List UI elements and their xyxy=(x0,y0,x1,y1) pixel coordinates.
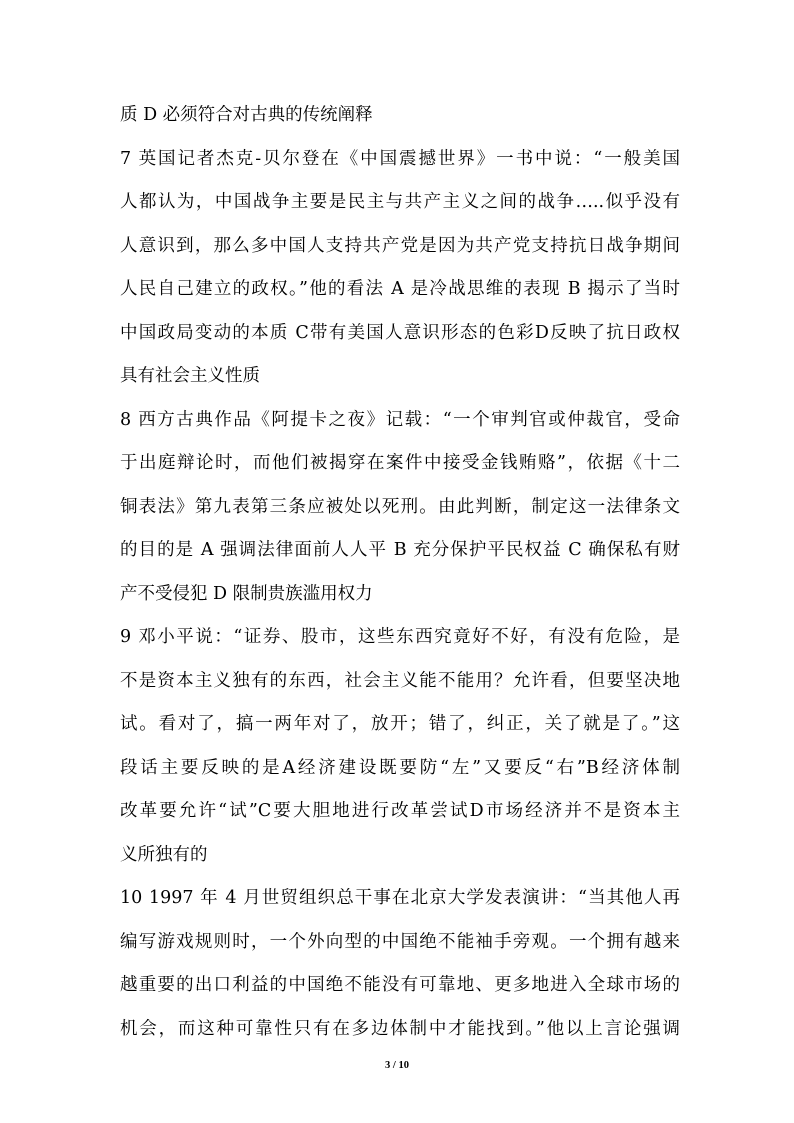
text-line: 10 1997 年 4 月世贸组织总干事在北京大学发表演讲：“当其他人再 xyxy=(120,888,680,908)
text-line: 义所独有的 xyxy=(120,845,208,865)
text-line: 9 邓小平说：“证券、股市，这些东西究竟好不好，有没有危险，是 xyxy=(120,627,680,647)
text-line: 人民自己建立的政权。”他的看法 A 是冷战思维的表现 B 揭示了当时 xyxy=(120,279,680,299)
text-line: 具有社会主义性质 xyxy=(120,366,260,386)
text-line: 编写游戏规则时，一个外向型的中国绝不能袖手旁观。一个拥有越来 xyxy=(120,932,680,952)
page-number: 3 / 10 xyxy=(385,1060,409,1071)
text-line: 于出庭辩论时，而他们被揭穿在案件中接受金钱贿赂”，依据《十二 xyxy=(120,453,680,473)
text-line: 的目的是 A 强调法律面前人人平 B 充分保护平民权益 C 确保私有财 xyxy=(120,540,680,560)
text-line: 中国政局变动的本质 C带有美国人意识形态的色彩D反映了抗日政权 xyxy=(120,323,680,343)
text-line: 产不受侵犯 D 限制贵族滥用权力 xyxy=(120,584,373,604)
text-line: 改革要允许“试”C要大胆地进行改革尝试D市场经济并不是资本主 xyxy=(120,801,680,821)
text-line: 越重要的出口利益的中国绝不能没有可靠地、更多地进入全球市场的 xyxy=(120,975,680,995)
text-line: 人都认为，中国战争主要是民主与共产主义之间的战争…..似乎没有 xyxy=(120,192,680,212)
text-line: 机会，而这种可靠性只有在多边体制中才能找到。”他以上言论强调 xyxy=(120,1019,680,1039)
text-line: 不是资本主义独有的东西，社会主义能不能用？允许看，但要坚决地 xyxy=(120,671,680,691)
text-line: 8 西方古典作品《阿提卡之夜》记载：“一个审判官或仲裁官，受命 xyxy=(120,410,680,430)
text-line: 铜表法》第九表第三条应被处以死刑。由此判断，制定这一法律条文 xyxy=(120,497,680,517)
text-line: 段话主要反映的是A经济建设既要防“左”又要反“右”B经济体制 xyxy=(120,758,680,778)
text-line: 试。看对了，搞一两年对了，放开；错了，纠正，关了就是了。”这 xyxy=(120,714,680,734)
text-line: 人意识到，那么多中国人支持共产党是因为共产党支持抗日战争期间 xyxy=(120,236,680,256)
text-line: 7 英国记者杰克-贝尔登在《中国震撼世界》一书中说：“一般美国 xyxy=(120,149,680,169)
text-line: 质 D 必须符合对古典的传统阐释 xyxy=(120,105,373,125)
